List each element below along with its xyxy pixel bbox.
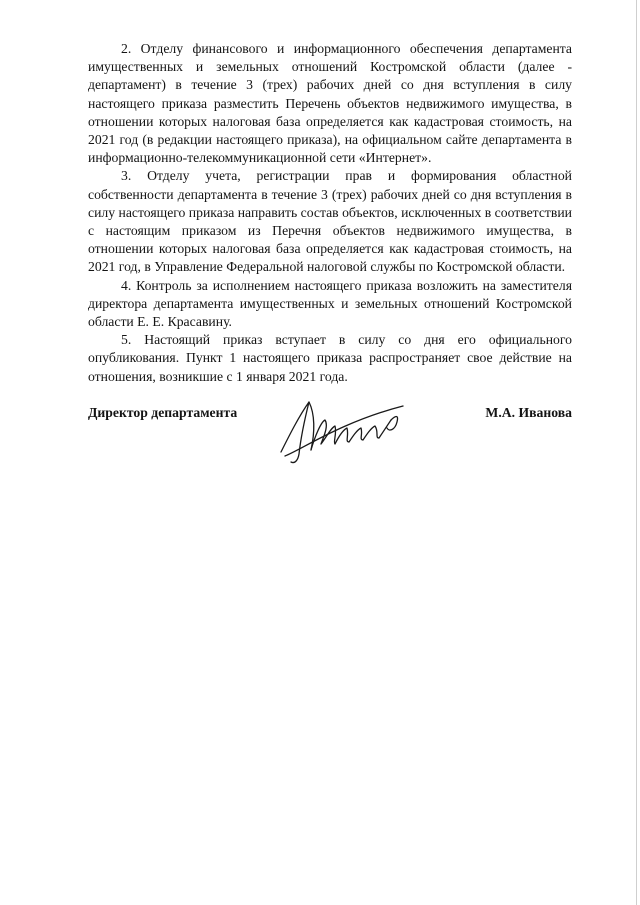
handwritten-signature [271,392,411,470]
paragraph-2: 2. Отделу финансового и информационного обеспечения департамента имущественных и земельных отношений Костромской области (далее - департамент) в течение 3 (трех) рабочих дней со дня вступления в силу настоящего приказа разместить Перечень объектов недвижимого имущества, в отношении которых налоговая база определяется как кадастровая стоимость, на 2021 год (в редакции настоящего приказа), на официальном сайте департамента в информационно-телекоммуникационной сети «Интернет». [88,41,572,166]
signatory-name: М.А. Иванова [485,405,572,420]
page-edge-line [636,0,637,905]
signature-block [88,404,572,474]
signatory-position: Директор департамента [88,405,238,420]
paragraph-4: 4. Контроль за исполнением настоящего приказа возложить на заместителя директора департамента имущественных и земельных отношений Костромской области Е. Е. Красавину. [88,277,572,330]
paragraph-5: 5. Настоящий приказ вступает в силу со дня его официального опубликования. Пункт 1 настоящего приказа распространяет свое действие на отношения, возникшие с 1 января 2021 года. [88,332,572,384]
paragraph-3: 3. Отделу учета, регистрации прав и формирования областной собственности департамента в течение 3 (трех) рабочих дней со дня вступления в силу настоящего приказа направить состав объектов, исключенных в соответствии с настоящим приказом из Перечня объектов недвижимого имущества, в отношении которых налоговая база определяется как кадастровая стоимость, на 2021 год, в Управление Федеральной налоговой службы по Костромской области. [88,168,572,275]
document-body [88,40,572,386]
